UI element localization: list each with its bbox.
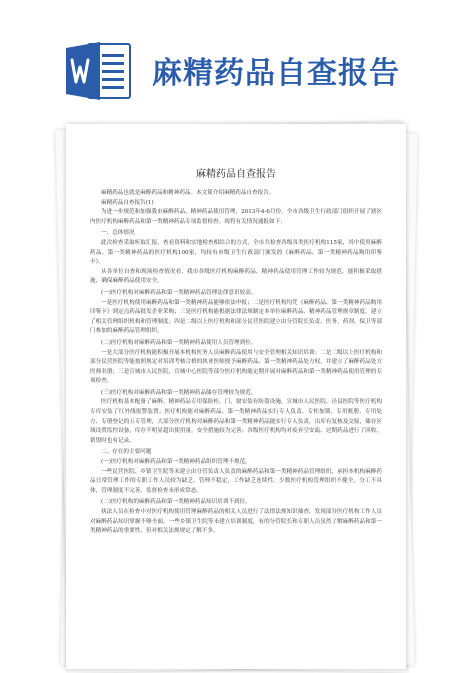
paragraph: 为进一步规范和加强我市麻醉药品、精神药品使用管理，2013年4-6月份，全市各级卫生行政部门组织开展了辖区内医疗机构麻醉药品和第一类精神药品专项监督检查。现将有关情况通报如下： (90, 209, 382, 225)
paragraph: 执法人员在检查中对医疗机构使用管理麻醉药品的相关人员进行了法律法规知识抽查，发现部分医疗机构工作人员对麻醉药品知识掌握不够全面，一些乡镇卫生院等未建立培训制度，有的分管院长和专职人员虽然了解麻醉药品和第一类精神药品的重要性，但对相关法规规定了解不多。 (90, 509, 382, 535)
subsection-heading: (三)医疗机构对麻醉药品和第一类精神药品储存管理较为规范。 (101, 389, 257, 396)
subsection-heading: (一)医疗机构对麻醉药品和第一类精神药品管理法律意识较高。 (101, 289, 257, 296)
section-heading: 一、总体情况 (101, 230, 135, 237)
header-title: 麻精药品自查报告 (152, 56, 400, 91)
document-title: 麻精药品自查报告 (196, 169, 276, 180)
paragraph: 此次检查采取听取汇报、查看资料和实地检查相结合的方式，全市共检查各级各类医疗机构115家，其中使用麻醉药品、第一类精神药品的医疗机构100家，均持有市级卫生行政部门颁发的《麻醉药品、第一类精神药品购用印鉴卡》。 (90, 239, 382, 266)
paragraph: 一些民营医院、乡镇卫生院等未建立由分管负责人负责的麻醉药品和第一类精神药品管理组织，承担本机构麻醉药品日常管理工作的专职工作人员较为缺乏，管理不稳定，工作缺乏连续性。少数医疗机构管理组织不健全，分工不具体，管理制度不完善，监督检查未形成常态。 (90, 468, 382, 494)
paragraph: 一是医疗机构使用麻醉药品和第一类精神药品能够依法申报；二是医疗机构均凭《麻醉药品、第一类精神药品购用印鉴卡》到定点药品批发企业采购；三是医疗机构能根据法律法规制定本单位麻醉药品、精神药品管理规章制度，建立了相关管理组织机构和管理制度；四是二级以上医疗机构和部分民营医院建立由分管院长负责，医务、药剂、保卫等部门参加的麻醉药品管理组织。 (90, 299, 382, 335)
word-document-icon (64, 40, 132, 102)
document-preview (62, 118, 412, 669)
paragraph: 麻精药品自查报告(1) (101, 199, 154, 206)
paragraph: 从各单位自查和现场检查情况看，我市各级医疗机构麻醉药品、精神药品使用管理工作较为规范，能积极采取措施，确保麻醉药品使用安全。 (90, 268, 382, 285)
section-heading: 二、存在的主要问题 (101, 449, 152, 456)
subsection-heading: (一)医疗机构对麻醉药品和第一类精神药品组织管理不规范。 (101, 459, 251, 466)
header-banner (0, 0, 474, 120)
paragraph: 医疗机构基本配备了麻醉、精神药品专用保险柜，门、窗安装有防盗设施，宣城市人民医院、泾县医院等医疗机构专库安装了红外线报警装置；医疗机构能对麻醉药品、第一类精神药品实行专人负责、专柜加锁、专用账册、专用处方、专册登记的五专管理，大部分医疗机构对麻醉药品和第一类精神药品能实行专人负责，出库有复核及交接，储存区域设置监控设备，库存不明显超出使用量，安全措施较为完善；各级医疗机构均对废弃空安瓿、过期药品进行了回收，销毁时也有记录。 (90, 399, 382, 444)
subsection-heading: (二)医疗机构对麻醉药品和第一类精神药品使用人员管理到位。 (101, 339, 257, 346)
document-page (66, 124, 406, 669)
paragraph: 麻精药品也就是麻醉药品和精神药品。本文简介绍麻精药品自查报告。 (101, 190, 275, 196)
subsection-heading: (二)医疗机构的麻醉药品和第一类精神药品知识培训不到位。 (101, 499, 251, 506)
paragraph: 一是大部分医疗机构能积极开展本机构医务人员麻醉药品使用与安全管理相关知识培训；二是二级以上医疗机构和部分民营医院等能按照规定对培训考核合格的执业医师授予麻醉药品、第一类精神药品处方权，并建立了麻醉药品处方医师名册；三是宣城市人民医院、宣城中心医院等部分医疗机构能定期开展对麻醉药品和第一类精神药品使用管理的专项检查。 (90, 349, 382, 385)
document-body (90, 168, 382, 537)
